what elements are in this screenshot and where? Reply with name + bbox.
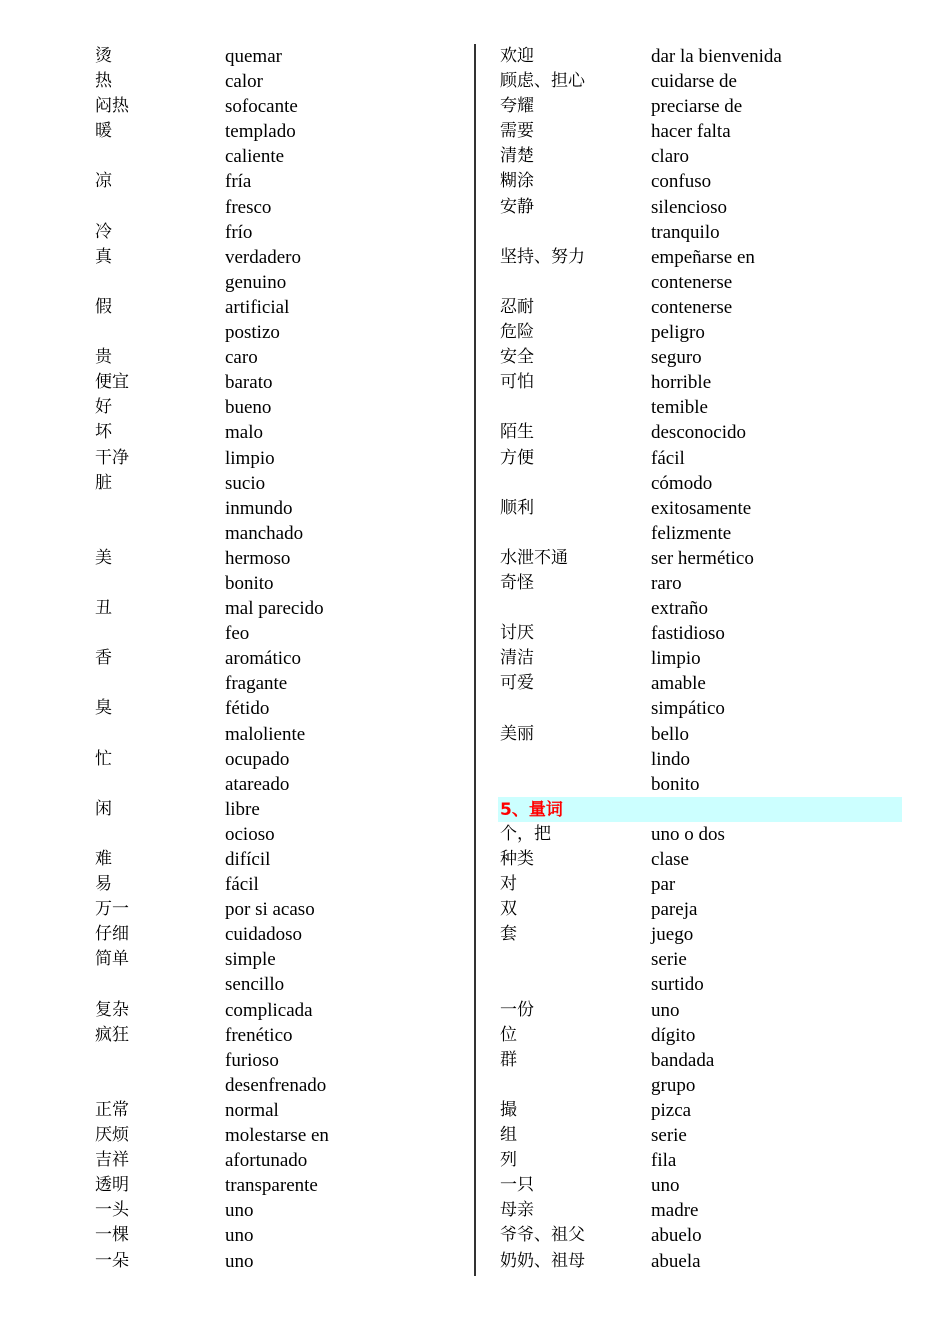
chinese-term: 透明 xyxy=(95,1175,129,1196)
spanish-translation: bello xyxy=(651,723,689,745)
spanish-translation: limpio xyxy=(225,447,275,469)
vocab-row xyxy=(500,270,902,295)
chinese-term: 个，把 xyxy=(500,823,551,844)
spanish-translation: furioso xyxy=(225,1049,279,1071)
vocab-row xyxy=(500,395,902,420)
spanish-translation: sofocante xyxy=(225,96,298,118)
vocab-row xyxy=(500,471,902,496)
vocab-row xyxy=(500,722,902,747)
column-divider xyxy=(474,44,476,1276)
vocab-row xyxy=(500,446,902,471)
vocab-row xyxy=(500,1123,902,1148)
chinese-term: 一只 xyxy=(500,1175,534,1196)
spanish-translation: templado xyxy=(225,121,296,143)
vocab-row xyxy=(500,1023,902,1048)
chinese-term: 安静 xyxy=(500,196,534,217)
chinese-term: 讨厌 xyxy=(500,623,534,644)
spanish-translation: dar la bienvenida xyxy=(651,46,782,67)
spanish-translation: fastidioso xyxy=(651,623,725,645)
spanish-translation: simpático xyxy=(651,698,725,720)
vocab-row xyxy=(500,1073,902,1098)
vocab-row xyxy=(95,1223,465,1248)
spanish-translation: uno xyxy=(225,1225,254,1247)
vocab-row xyxy=(95,646,465,671)
spanish-translation: cuidadoso xyxy=(225,924,303,946)
spanish-translation: calor xyxy=(225,71,263,93)
spanish-translation: seguro xyxy=(651,347,702,369)
spanish-translation: grupo xyxy=(651,1074,696,1096)
vocab-row xyxy=(95,847,465,872)
spanish-translation: hacer falta xyxy=(651,121,731,143)
spanish-translation: raro xyxy=(651,572,682,594)
spanish-translation: claro xyxy=(651,146,689,168)
spanish-translation: caro xyxy=(225,347,258,369)
chinese-term: 套 xyxy=(500,924,517,945)
vocab-row xyxy=(95,1023,465,1048)
spanish-translation: uno o dos xyxy=(651,823,725,845)
vocab-row xyxy=(500,972,902,997)
chinese-term: 便宜 xyxy=(95,372,129,393)
vocab-row xyxy=(500,872,902,897)
vocab-row xyxy=(500,496,902,521)
vocab-row xyxy=(500,571,902,596)
chinese-term: 需要 xyxy=(500,121,534,142)
spanish-translation: empeñarse en xyxy=(651,246,755,268)
vocab-row xyxy=(500,44,902,69)
chinese-term: 吉祥 xyxy=(95,1150,129,1171)
vocab-row xyxy=(95,1148,465,1173)
vocab-row xyxy=(95,195,465,220)
vocab-row xyxy=(95,671,465,696)
chinese-term: 奶奶、祖母 xyxy=(500,1250,585,1271)
spanish-translation: dígito xyxy=(651,1024,696,1046)
spanish-translation: mal parecido xyxy=(225,598,324,620)
spanish-translation: postizo xyxy=(225,322,280,344)
spanish-translation: juego xyxy=(651,924,694,946)
vocab-row xyxy=(95,922,465,947)
chinese-term: 坏 xyxy=(95,422,112,443)
spanish-translation: contenerse xyxy=(651,296,733,318)
spanish-translation: molestarse en xyxy=(225,1125,329,1147)
chinese-term: 母亲 xyxy=(500,1200,534,1221)
chinese-term: 丑 xyxy=(95,598,112,619)
chinese-term: 忙 xyxy=(95,748,112,769)
vocab-row xyxy=(500,596,902,621)
spanish-translation: desconocido xyxy=(651,422,746,444)
vocab-row xyxy=(95,947,465,972)
spanish-translation: ocioso xyxy=(225,823,275,845)
chinese-term: 美丽 xyxy=(500,723,534,744)
vocab-row xyxy=(95,772,465,797)
spanish-translation: exitosamente xyxy=(651,497,752,519)
chinese-term: 简单 xyxy=(95,949,129,970)
spanish-translation: serie xyxy=(651,1125,687,1147)
spanish-translation: normal xyxy=(225,1099,279,1121)
vocab-row xyxy=(500,546,902,571)
spanish-translation: artificial xyxy=(225,296,290,318)
chinese-term: 一棵 xyxy=(95,1225,129,1246)
vocab-row xyxy=(95,245,465,270)
vocab-row xyxy=(500,621,902,646)
spanish-translation: atareado xyxy=(225,773,290,795)
vocab-row xyxy=(95,1249,465,1274)
spanish-translation: uno xyxy=(651,1175,680,1197)
spanish-translation: bonito xyxy=(651,773,700,795)
right-vocab-column xyxy=(500,44,902,1274)
chinese-term: 撮 xyxy=(500,1099,517,1120)
chinese-term: 一朵 xyxy=(95,1250,129,1271)
spanish-translation: manchado xyxy=(225,522,304,544)
chinese-term: 忍耐 xyxy=(500,296,534,317)
chinese-term: 方便 xyxy=(500,447,534,468)
vocab-row xyxy=(500,747,902,772)
spanish-translation: desenfrenado xyxy=(225,1074,327,1096)
spanish-translation: hermoso xyxy=(225,547,291,569)
chinese-term: 正常 xyxy=(95,1099,129,1120)
spanish-translation: abuela xyxy=(651,1250,701,1272)
chinese-term: 难 xyxy=(95,849,112,869)
spanish-translation: fácil xyxy=(225,874,259,896)
left-vocab-column xyxy=(95,44,465,1274)
chinese-term: 欢迎 xyxy=(500,46,534,66)
vocab-row xyxy=(95,596,465,621)
spanish-translation: tranquilo xyxy=(651,221,720,243)
chinese-term: 水泄不通 xyxy=(500,547,568,568)
vocab-row xyxy=(500,169,902,194)
chinese-term: 贵 xyxy=(95,347,112,368)
spanish-translation: fácil xyxy=(651,447,685,469)
chinese-term: 安全 xyxy=(500,347,534,368)
vocab-row xyxy=(95,320,465,345)
spanish-translation: fétido xyxy=(225,698,270,720)
right-vocab-list-top xyxy=(500,44,902,797)
vocab-row xyxy=(95,1073,465,1098)
chinese-term: 脏 xyxy=(95,472,112,493)
vocab-row xyxy=(95,621,465,646)
vocab-row xyxy=(95,696,465,721)
spanish-translation: cómodo xyxy=(651,472,713,494)
spanish-translation: cuidarse de xyxy=(651,71,737,93)
spanish-translation: fragante xyxy=(225,673,288,695)
spanish-translation: inmundo xyxy=(225,497,293,519)
spanish-translation: por si acaso xyxy=(225,899,315,921)
vocab-row xyxy=(95,1098,465,1123)
vocab-row xyxy=(95,1198,465,1223)
vocab-row xyxy=(95,571,465,596)
vocab-row xyxy=(95,822,465,847)
vocab-row xyxy=(95,972,465,997)
spanish-translation: maloliente xyxy=(225,723,306,745)
chinese-term: 一份 xyxy=(500,999,534,1020)
vocab-row xyxy=(95,44,465,69)
vocab-row xyxy=(95,270,465,295)
vocab-row xyxy=(500,521,902,546)
vocab-row xyxy=(500,1173,902,1198)
vocab-row xyxy=(95,496,465,521)
vocab-row xyxy=(500,772,902,797)
chinese-term: 清楚 xyxy=(500,146,534,167)
spanish-translation: bueno xyxy=(225,397,272,419)
chinese-term: 可怕 xyxy=(500,372,534,393)
vocab-row xyxy=(95,471,465,496)
chinese-term: 烫 xyxy=(95,46,112,66)
chinese-term: 复杂 xyxy=(95,999,129,1020)
spanish-translation: sencillo xyxy=(225,974,285,996)
vocab-row xyxy=(95,119,465,144)
vocab-row xyxy=(500,1048,902,1073)
spanish-translation: confuso xyxy=(651,171,712,193)
vocab-row xyxy=(500,195,902,220)
vocab-row xyxy=(95,546,465,571)
spanish-translation: limpio xyxy=(651,648,701,670)
spanish-translation: verdadero xyxy=(225,246,301,268)
chinese-term: 暖 xyxy=(95,121,112,142)
vocab-row xyxy=(95,998,465,1023)
vocab-row xyxy=(500,1148,902,1173)
chinese-term: 顺利 xyxy=(500,497,534,518)
vocab-row xyxy=(95,747,465,772)
spanish-translation: silencioso xyxy=(651,196,727,218)
spanish-translation: surtido xyxy=(651,974,704,996)
chinese-term: 热 xyxy=(95,71,112,92)
spanish-translation: afortunado xyxy=(225,1150,308,1172)
vocab-row xyxy=(500,822,902,847)
chinese-term: 奇怪 xyxy=(500,572,534,593)
vocab-row xyxy=(500,897,902,922)
vocab-row xyxy=(95,1048,465,1073)
vocab-row xyxy=(95,94,465,119)
vocab-row xyxy=(500,245,902,270)
vocab-row xyxy=(95,1123,465,1148)
chinese-term: 假 xyxy=(95,296,112,317)
vocab-row xyxy=(500,646,902,671)
chinese-term: 夸耀 xyxy=(500,96,534,117)
vocab-row xyxy=(95,69,465,94)
vocab-row xyxy=(95,420,465,445)
chinese-term: 厌烦 xyxy=(95,1125,129,1146)
chinese-term: 双 xyxy=(500,899,517,920)
vocab-row xyxy=(500,94,902,119)
right-vocab-list-bottom xyxy=(500,822,902,1274)
spanish-translation: fila xyxy=(651,1150,677,1172)
chinese-term: 闷热 xyxy=(95,96,129,117)
vocab-row xyxy=(500,320,902,345)
vocab-row xyxy=(500,220,902,245)
chinese-term: 群 xyxy=(500,1049,517,1070)
vocab-row xyxy=(95,295,465,320)
spanish-translation: clase xyxy=(651,849,689,870)
chinese-term: 干净 xyxy=(95,447,129,468)
vocab-row xyxy=(95,872,465,897)
spanish-translation: ser hermético xyxy=(651,547,754,569)
vocab-row xyxy=(500,119,902,144)
chinese-term: 易 xyxy=(95,874,112,895)
chinese-term: 一头 xyxy=(95,1200,129,1221)
spanish-translation: contenerse xyxy=(651,271,733,293)
section-heading: 5、量词 xyxy=(500,799,563,820)
vocab-row xyxy=(95,169,465,194)
chinese-term: 臭 xyxy=(95,698,112,719)
spanish-translation: lindo xyxy=(651,748,691,770)
vocab-row xyxy=(500,1098,902,1123)
chinese-term: 危险 xyxy=(500,322,534,343)
spanish-translation: pareja xyxy=(651,899,698,921)
chinese-term: 爷爷、祖父 xyxy=(500,1225,585,1246)
vocab-row xyxy=(500,922,902,947)
vocab-row xyxy=(95,220,465,245)
chinese-term: 香 xyxy=(95,648,112,669)
spanish-translation: bonito xyxy=(225,572,274,594)
chinese-term: 美 xyxy=(95,547,112,568)
spanish-translation: frío xyxy=(225,221,253,243)
spanish-translation: temible xyxy=(651,397,708,419)
vocab-row xyxy=(500,295,902,320)
vocab-row xyxy=(95,144,465,169)
spanish-translation: horrible xyxy=(651,372,712,394)
chinese-term: 列 xyxy=(500,1150,517,1171)
chinese-term: 仔细 xyxy=(95,924,129,945)
spanish-translation: ocupado xyxy=(225,748,290,770)
spanish-translation: amable xyxy=(651,673,706,695)
chinese-term: 对 xyxy=(500,874,517,895)
vocab-row xyxy=(95,395,465,420)
vocab-row xyxy=(95,722,465,747)
vocab-row xyxy=(500,947,902,972)
spanish-translation: madre xyxy=(651,1200,699,1222)
chinese-term: 真 xyxy=(95,246,112,267)
spanish-translation: caliente xyxy=(225,146,285,168)
spanish-translation: fría xyxy=(225,171,252,193)
chinese-term: 万一 xyxy=(95,899,129,920)
chinese-term: 冷 xyxy=(95,221,112,242)
spanish-translation: feo xyxy=(225,623,250,645)
spanish-translation: transparente xyxy=(225,1175,318,1197)
vocab-row xyxy=(95,345,465,370)
spanish-translation: pizca xyxy=(651,1099,692,1121)
vocab-row xyxy=(95,797,465,822)
spanish-translation: uno xyxy=(651,999,680,1021)
vocab-row xyxy=(95,370,465,395)
chinese-term: 清洁 xyxy=(500,648,534,669)
spanish-translation: sucio xyxy=(225,472,266,494)
section-heading-row xyxy=(498,797,902,822)
spanish-translation: peligro xyxy=(651,322,705,344)
spanish-translation: par xyxy=(651,874,676,896)
spanish-translation: abuelo xyxy=(651,1225,702,1247)
vocab-row xyxy=(95,521,465,546)
spanish-translation: extraño xyxy=(651,598,708,620)
vocab-row xyxy=(500,998,902,1023)
chinese-term: 组 xyxy=(500,1125,517,1146)
chinese-term: 种类 xyxy=(500,849,534,869)
vocab-row xyxy=(500,420,902,445)
spanish-translation: complicada xyxy=(225,999,313,1021)
vocab-row xyxy=(500,1249,902,1274)
spanish-translation: simple xyxy=(225,949,276,971)
chinese-term: 坚持、努力 xyxy=(500,246,585,267)
spanish-translation: quemar xyxy=(225,46,282,67)
spanish-translation: genuino xyxy=(225,271,287,293)
chinese-term: 凉 xyxy=(95,171,112,192)
spanish-translation: serie xyxy=(651,949,687,971)
chinese-term: 糊涂 xyxy=(500,171,534,192)
chinese-term: 顾虑、担心 xyxy=(500,71,585,92)
vocab-row xyxy=(500,370,902,395)
spanish-translation: difícil xyxy=(225,849,271,870)
vocab-row xyxy=(95,1173,465,1198)
spanish-translation: barato xyxy=(225,372,273,394)
vocab-row xyxy=(95,897,465,922)
spanish-translation: uno xyxy=(225,1250,254,1272)
spanish-translation: fresco xyxy=(225,196,272,218)
spanish-translation: aromático xyxy=(225,648,301,670)
vocab-row xyxy=(500,671,902,696)
chinese-term: 可爱 xyxy=(500,673,534,694)
vocab-row xyxy=(500,345,902,370)
spanish-translation: frenético xyxy=(225,1024,293,1046)
spanish-translation: preciarse de xyxy=(651,96,743,118)
vocab-row xyxy=(500,696,902,721)
spanish-translation: libre xyxy=(225,798,260,820)
chinese-term: 闲 xyxy=(95,798,112,819)
spanish-translation: felizmente xyxy=(651,522,732,544)
spanish-translation: bandada xyxy=(651,1049,715,1071)
spanish-translation: uno xyxy=(225,1200,254,1222)
chinese-term: 好 xyxy=(95,397,112,418)
chinese-term: 疯狂 xyxy=(95,1024,129,1045)
chinese-term: 陌生 xyxy=(500,422,534,443)
vocab-row xyxy=(500,1198,902,1223)
vocab-row xyxy=(95,446,465,471)
chinese-term: 位 xyxy=(500,1024,517,1045)
vocab-row xyxy=(500,144,902,169)
vocab-row xyxy=(500,847,902,872)
vocab-row xyxy=(500,1223,902,1248)
vocab-row xyxy=(500,69,902,94)
spanish-translation: malo xyxy=(225,422,263,444)
